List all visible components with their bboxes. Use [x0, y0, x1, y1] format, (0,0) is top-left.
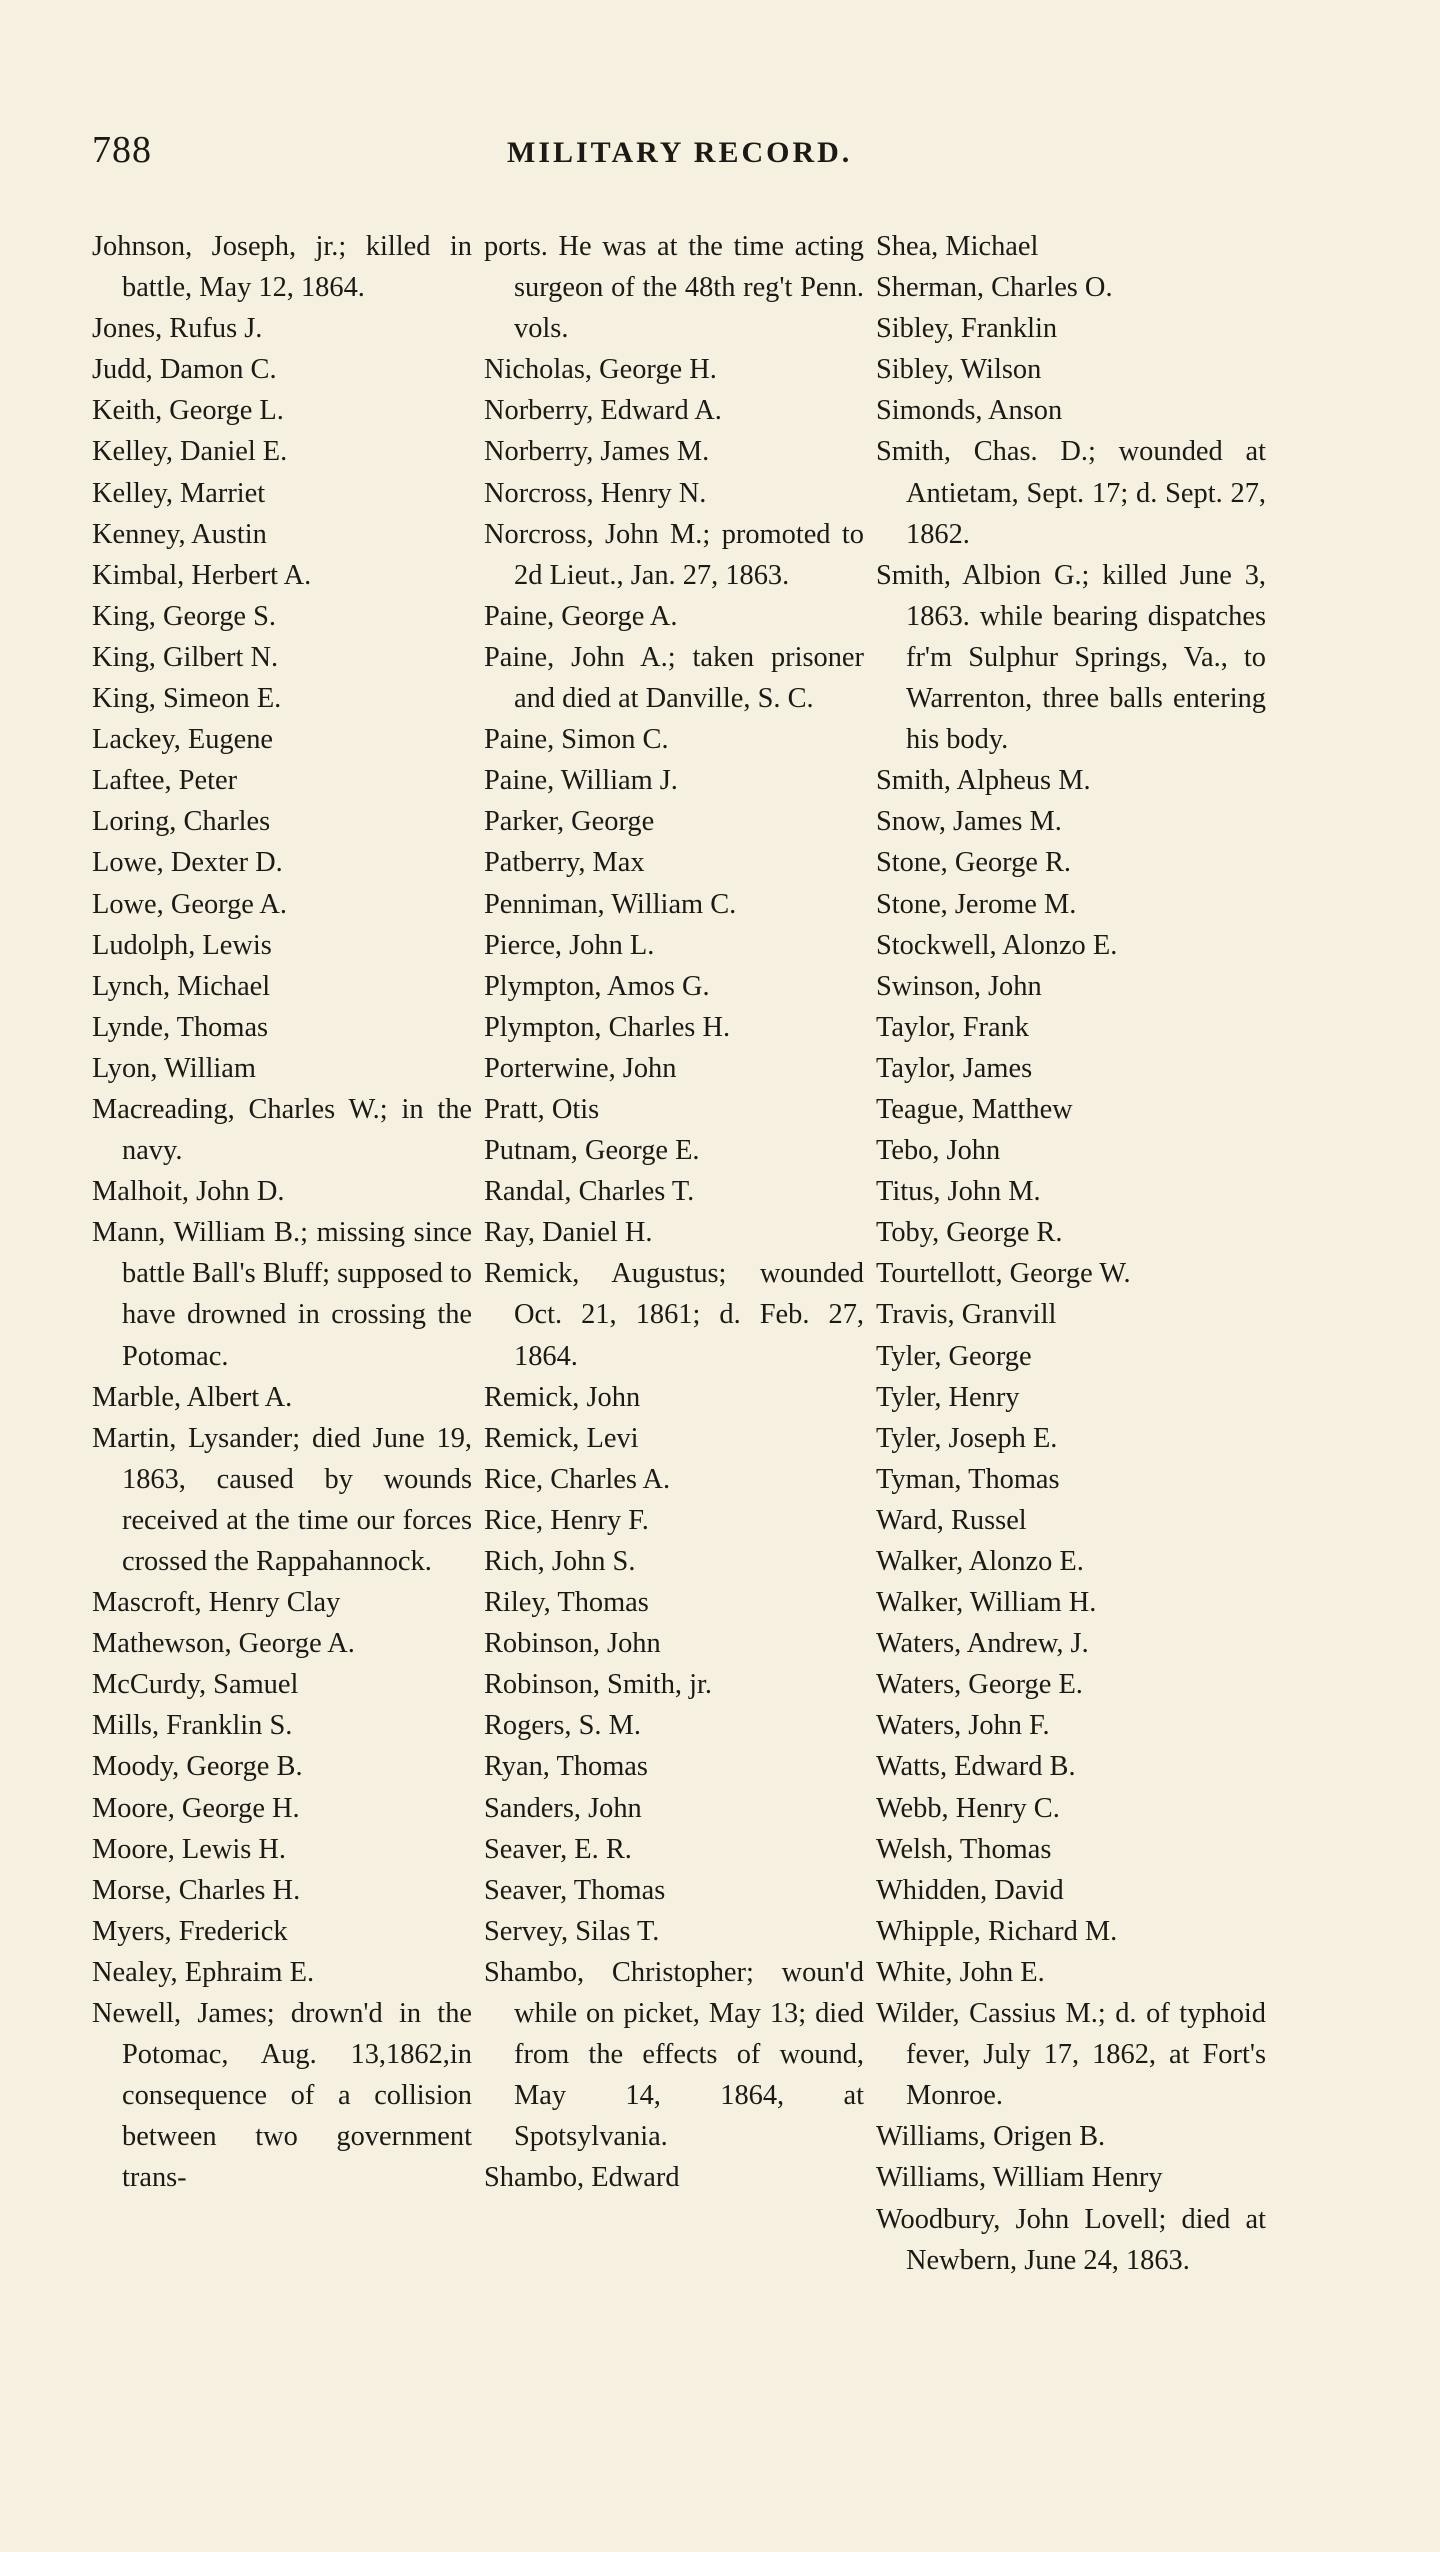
- roster-entry: Remick, John: [484, 1381, 641, 1413]
- roster-entry: Robinson, Smith, jr.: [484, 1669, 712, 1701]
- roster-entry: Lynch, Michael: [92, 970, 271, 1002]
- roster-entry: Woodbury, John Lovell; died at Newbern, June 24, 1863.: [876, 2203, 1266, 2276]
- roster-entry: Laftee, Peter: [92, 765, 238, 797]
- roster-entry: Smith, Albion G.; killed June 3, 1863. while bearing dispatches fr'm Sulphur Springs, Va., to Warrenton, three balls entering his body.: [876, 559, 1266, 756]
- roster-entry: Plympton, Charles H.: [484, 1011, 731, 1043]
- roster-entry: Seaver, Thomas: [484, 1874, 666, 1906]
- roster-entry: Moody, George B.: [92, 1751, 303, 1783]
- roster-entry: Norcross, Henry N.: [484, 477, 707, 509]
- roster-entry: Moore, George H.: [92, 1792, 300, 1824]
- roster-entry: Stone, George R.: [876, 847, 1072, 879]
- roster-entry: Ludolph, Lewis: [92, 929, 272, 961]
- roster-entry: Ward, Russel: [876, 1504, 1027, 1536]
- roster-entry: Norberry, Edward A.: [484, 395, 722, 427]
- page-header: [92, 128, 1322, 188]
- roster-entry: Teague, Matthew: [876, 1093, 1073, 1125]
- roster-entry: Morse, Charles H.: [92, 1874, 301, 1906]
- roster-entry: Seaver, E. R.: [484, 1833, 632, 1865]
- roster-entry: White, John E.: [876, 1956, 1045, 1988]
- roster-entry: Tyler, Joseph E.: [876, 1422, 1058, 1454]
- roster-entry: Smith, Alpheus M.: [876, 765, 1091, 797]
- roster-entry: Mills, Franklin S.: [92, 1710, 293, 1742]
- roster-entry: Marble, Albert A.: [92, 1381, 293, 1413]
- roster-entry: Malhoit, John D.: [92, 1176, 285, 1208]
- roster-entry: Lowe, George A.: [92, 888, 288, 920]
- roster-entry: Lynde, Thomas: [92, 1011, 269, 1043]
- roster-entry: King, George S.: [92, 600, 276, 632]
- page-number: 788: [92, 129, 152, 171]
- roster-entry: Titus, John M.: [876, 1176, 1041, 1208]
- roster-entry: Waters, Andrew, J.: [876, 1628, 1089, 1660]
- roster-entry: Judd, Damon C.: [92, 354, 277, 386]
- roster-entry: Rogers, S. M.: [484, 1710, 641, 1742]
- roster-entry: Tebo, John: [876, 1135, 1001, 1167]
- roster-entry: Randal, Charles T.: [484, 1176, 695, 1208]
- roster-entry: Servey, Silas T.: [484, 1915, 660, 1947]
- roster-entry: Tyman, Thomas: [876, 1463, 1060, 1495]
- roster-entry: Webb, Henry C.: [876, 1792, 1060, 1824]
- roster-entry: Kimbal, Herbert A.: [92, 559, 312, 591]
- roster-entry: Porterwine, John: [484, 1052, 677, 1084]
- roster-entry: Tyler, George: [876, 1340, 1032, 1372]
- roster-entry: Waters, John F.: [876, 1710, 1050, 1742]
- roster-entry: Kelley, Marriet: [92, 477, 266, 509]
- roster-entry: Swinson, John: [876, 970, 1042, 1002]
- roster-entry: Patberry, Max: [484, 847, 645, 879]
- roster-entry: Simonds, Anson: [876, 395, 1063, 427]
- roster-entry: Paine, Simon C.: [484, 724, 669, 756]
- roster-entry: Sibley, Franklin: [876, 313, 1058, 345]
- roster-entry: Lyon, William: [92, 1052, 256, 1084]
- roster-entry: Remick, Augustus; wounded Oct. 21, 1861; d. Feb. 27, 1864.: [484, 1258, 864, 1372]
- roster-column-3: [876, 226, 1266, 2281]
- roster-entry: Shambo, Christopher; woun'd while on picket, May 13; died from the effects of wound, May 14, 1864, at Spotsylvania.: [484, 1956, 864, 2153]
- running-title: MILITARY RECORD.: [507, 136, 853, 169]
- roster-entry: Plympton, Amos G.: [484, 970, 710, 1002]
- roster-entry: Loring, Charles: [92, 806, 271, 838]
- roster-entry: Robinson, John: [484, 1628, 661, 1660]
- roster-entry: Ray, Daniel H.: [484, 1217, 653, 1249]
- roster-entry: Johnson, Joseph, jr.; killed in battle, May 12, 1864.: [92, 231, 472, 304]
- roster-entry: Parker, George: [484, 806, 655, 838]
- roster-entry: Rich, John S.: [484, 1546, 636, 1577]
- roster-entry: Welsh, Thomas: [876, 1833, 1052, 1865]
- roster-entry: Lackey, Eugene: [92, 724, 274, 756]
- roster-entry: Tourtellott, George W.: [876, 1258, 1131, 1290]
- roster-entry: Whipple, Richard M.: [876, 1915, 1118, 1947]
- roster-entry: Newell, James; drown'd in the Potomac, Aug. 13,1862,in consequence of a collision between two government trans-: [92, 1998, 472, 2194]
- roster-entry: Myers, Frederick: [92, 1915, 288, 1947]
- roster-column-1: [92, 226, 472, 2199]
- roster-entry: Walker, Alonzo E.: [876, 1546, 1084, 1577]
- roster-entry: Rice, Henry F.: [484, 1504, 649, 1536]
- roster-entry: Shambo, Edward: [484, 2162, 680, 2194]
- roster-column-2: [484, 226, 864, 2199]
- roster-entry: Smith, Chas. D.; wounded at Antietam, Sept. 17; d. Sept. 27, 1862.: [876, 436, 1266, 550]
- roster-entry: Pierce, John L.: [484, 929, 655, 961]
- roster-entry: Travis, Granvill: [876, 1299, 1057, 1331]
- roster-entry: Wilder, Cassius M.; d. of typhoid fever, July 17, 1862, at Fort's Monroe.: [876, 1998, 1266, 2112]
- roster-entry: Williams, William Henry: [876, 2162, 1163, 2194]
- roster-entry: Taylor, James: [876, 1052, 1033, 1084]
- roster-entry: King, Gilbert N.: [92, 641, 279, 673]
- roster-entry: Lowe, Dexter D.: [92, 847, 283, 879]
- roster-entry: Toby, George R.: [876, 1217, 1063, 1249]
- roster-entry: Sibley, Wilson: [876, 354, 1042, 386]
- roster-entry: Putnam, George E.: [484, 1135, 700, 1167]
- roster-entry: Stockwell, Alonzo E.: [876, 929, 1118, 961]
- roster-entry: Taylor, Frank: [876, 1011, 1029, 1043]
- roster-entry: Snow, James M.: [876, 806, 1062, 838]
- roster-entry: Sanders, John: [484, 1792, 642, 1824]
- roster-entry: Waters, George E.: [876, 1669, 1083, 1701]
- roster-entry: Keith, George L.: [92, 395, 284, 427]
- roster-entry: Nealey, Ephraim E.: [92, 1956, 315, 1988]
- roster-entry: Rice, Charles A.: [484, 1463, 671, 1495]
- roster-entry: Tyler, Henry: [876, 1381, 1020, 1413]
- roster-entry: Moore, Lewis H.: [92, 1833, 286, 1865]
- roster-entry: Penniman, William C.: [484, 888, 737, 920]
- roster-entry: Mascroft, Henry Clay: [92, 1587, 341, 1619]
- roster-entry: Nicholas, George H.: [484, 354, 717, 386]
- roster-entry: Mann, William B.; missing since battle Ball's Bluff; supposed to have drowned in crossing the Potomac.: [92, 1217, 472, 1372]
- roster-entry: Shea, Michael: [876, 231, 1039, 262]
- roster-entry: Norberry, James M.: [484, 436, 710, 468]
- roster-entry: Jones, Rufus J.: [92, 313, 263, 345]
- roster-entry: Walker, William H.: [876, 1587, 1097, 1619]
- roster-entry: Stone, Jerome M.: [876, 888, 1077, 920]
- roster-entry: Norcross, John M.; promoted to 2d Lieut., Jan. 27, 1863.: [484, 518, 864, 591]
- roster-entry: Ryan, Thomas: [484, 1751, 648, 1783]
- roster-entry: Pratt, Otis: [484, 1093, 600, 1125]
- roster-entry: Whidden, David: [876, 1874, 1064, 1906]
- roster-entry: King, Simeon E.: [92, 683, 282, 715]
- roster-entry: Kenney, Austin: [92, 518, 267, 550]
- roster-entry: Paine, George A.: [484, 600, 678, 632]
- roster-entry: Kelley, Daniel E.: [92, 436, 288, 468]
- roster-entry: McCurdy, Samuel: [92, 1669, 299, 1701]
- roster-entry: Mathewson, George A.: [92, 1628, 355, 1660]
- roster-entry: Watts, Edward B.: [876, 1751, 1076, 1783]
- roster-entry: Remick, Levi: [484, 1422, 639, 1454]
- roster-entry: Sherman, Charles O.: [876, 272, 1113, 304]
- roster-entry: Paine, William J.: [484, 765, 678, 797]
- roster-entry: Martin, Lysander; died June 19, 1863, caused by wounds received at the time our forces crossed the Rappahannock.: [92, 1422, 472, 1577]
- roster-entry: Williams, Origen B.: [876, 2121, 1106, 2153]
- roster-entry: Paine, John A.; taken prisoner and died at Danville, S. C.: [484, 641, 864, 715]
- roster-entry: ports. He was at the time acting surgeon of the 48th reg't Penn. vols.: [484, 231, 864, 345]
- roster-entry: Riley, Thomas: [484, 1587, 649, 1619]
- roster-entry: Macreading, Charles W.; in the navy.: [92, 1093, 472, 1167]
